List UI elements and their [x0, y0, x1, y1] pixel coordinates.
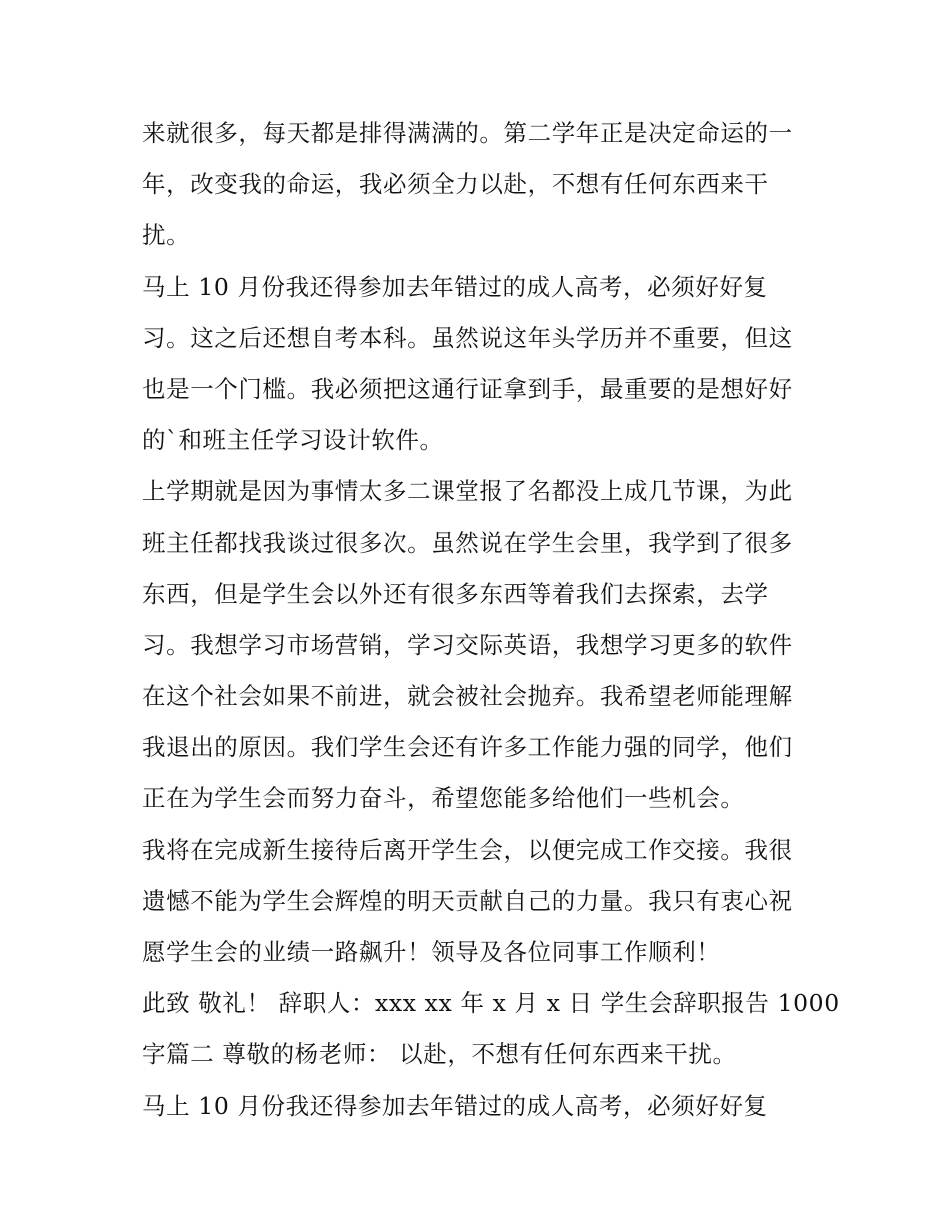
text-line-14: 正在为学生会而努力奋斗，希望您能多给他们一些机会。	[142, 784, 745, 813]
text-line-5: 习。这之后还想自考本科。虽然说这年头学历并不重要，但这	[142, 323, 793, 352]
text-line-8: 上学期就是因为事情太多二课堂报了名都没上成几节课，为此	[142, 477, 793, 506]
text-line-3: 扰。	[142, 221, 191, 250]
text-line-1: 来就很多，每天都是排得满满的。第二学年正是决定命运的一	[142, 119, 793, 147]
text-line-16: 遗憾不能为学生会辉煌的明天贡献自己的力量。我只有衷心祝	[142, 886, 793, 915]
text-line-9: 班主任都找我谈过很多次。虽然说在学生会里，我学到了很多	[142, 528, 793, 557]
text-line-17: 愿学生会的业绩一路飙升！领导及各位同事工作顺利！	[142, 938, 721, 966]
text-line-13: 我退出的原因。我们学生会还有许多工作能力强的同学，他们	[142, 733, 793, 762]
text-line-15: 我将在完成新生接待后离开学生会，以便完成工作交接。我很	[142, 835, 793, 864]
text-line-18: 此致 敬礼！ 辞职人：xxx xx 年 x 月 x 日 学生会辞职报告 1000	[142, 989, 840, 1018]
text-line-4: 马上 10 月份我还得参加去年错过的成人高考，必须好好复	[142, 272, 768, 301]
text-line-6: 也是一个门槛。我必须把这通行证拿到手，最重要的是想好好	[142, 374, 793, 403]
text-line-7: 的`和班主任学习设计软件。	[142, 426, 444, 455]
text-line-19: 字篇二 尊敬的杨老师： 以赴，不想有任何东西来干扰。	[142, 1040, 737, 1069]
body-text	[142, 108, 840, 1132]
text-line-20: 马上 10 月份我还得参加去年错过的成人高考，必须好好复	[142, 1091, 768, 1120]
text-line-12: 在这个社会如果不前进，就会被社会抛弃。我希望老师能理解	[142, 682, 793, 711]
text-line-2: 年，改变我的命运，我必须全力以赴，不想有任何东西来干	[142, 170, 769, 199]
text-line-11: 习。我想学习市场营销，学习交际英语，我想学习更多的软件	[142, 630, 793, 659]
text-line-10: 东西，但是学生会以外还有很多东西等着我们去探索，去学	[142, 579, 769, 608]
